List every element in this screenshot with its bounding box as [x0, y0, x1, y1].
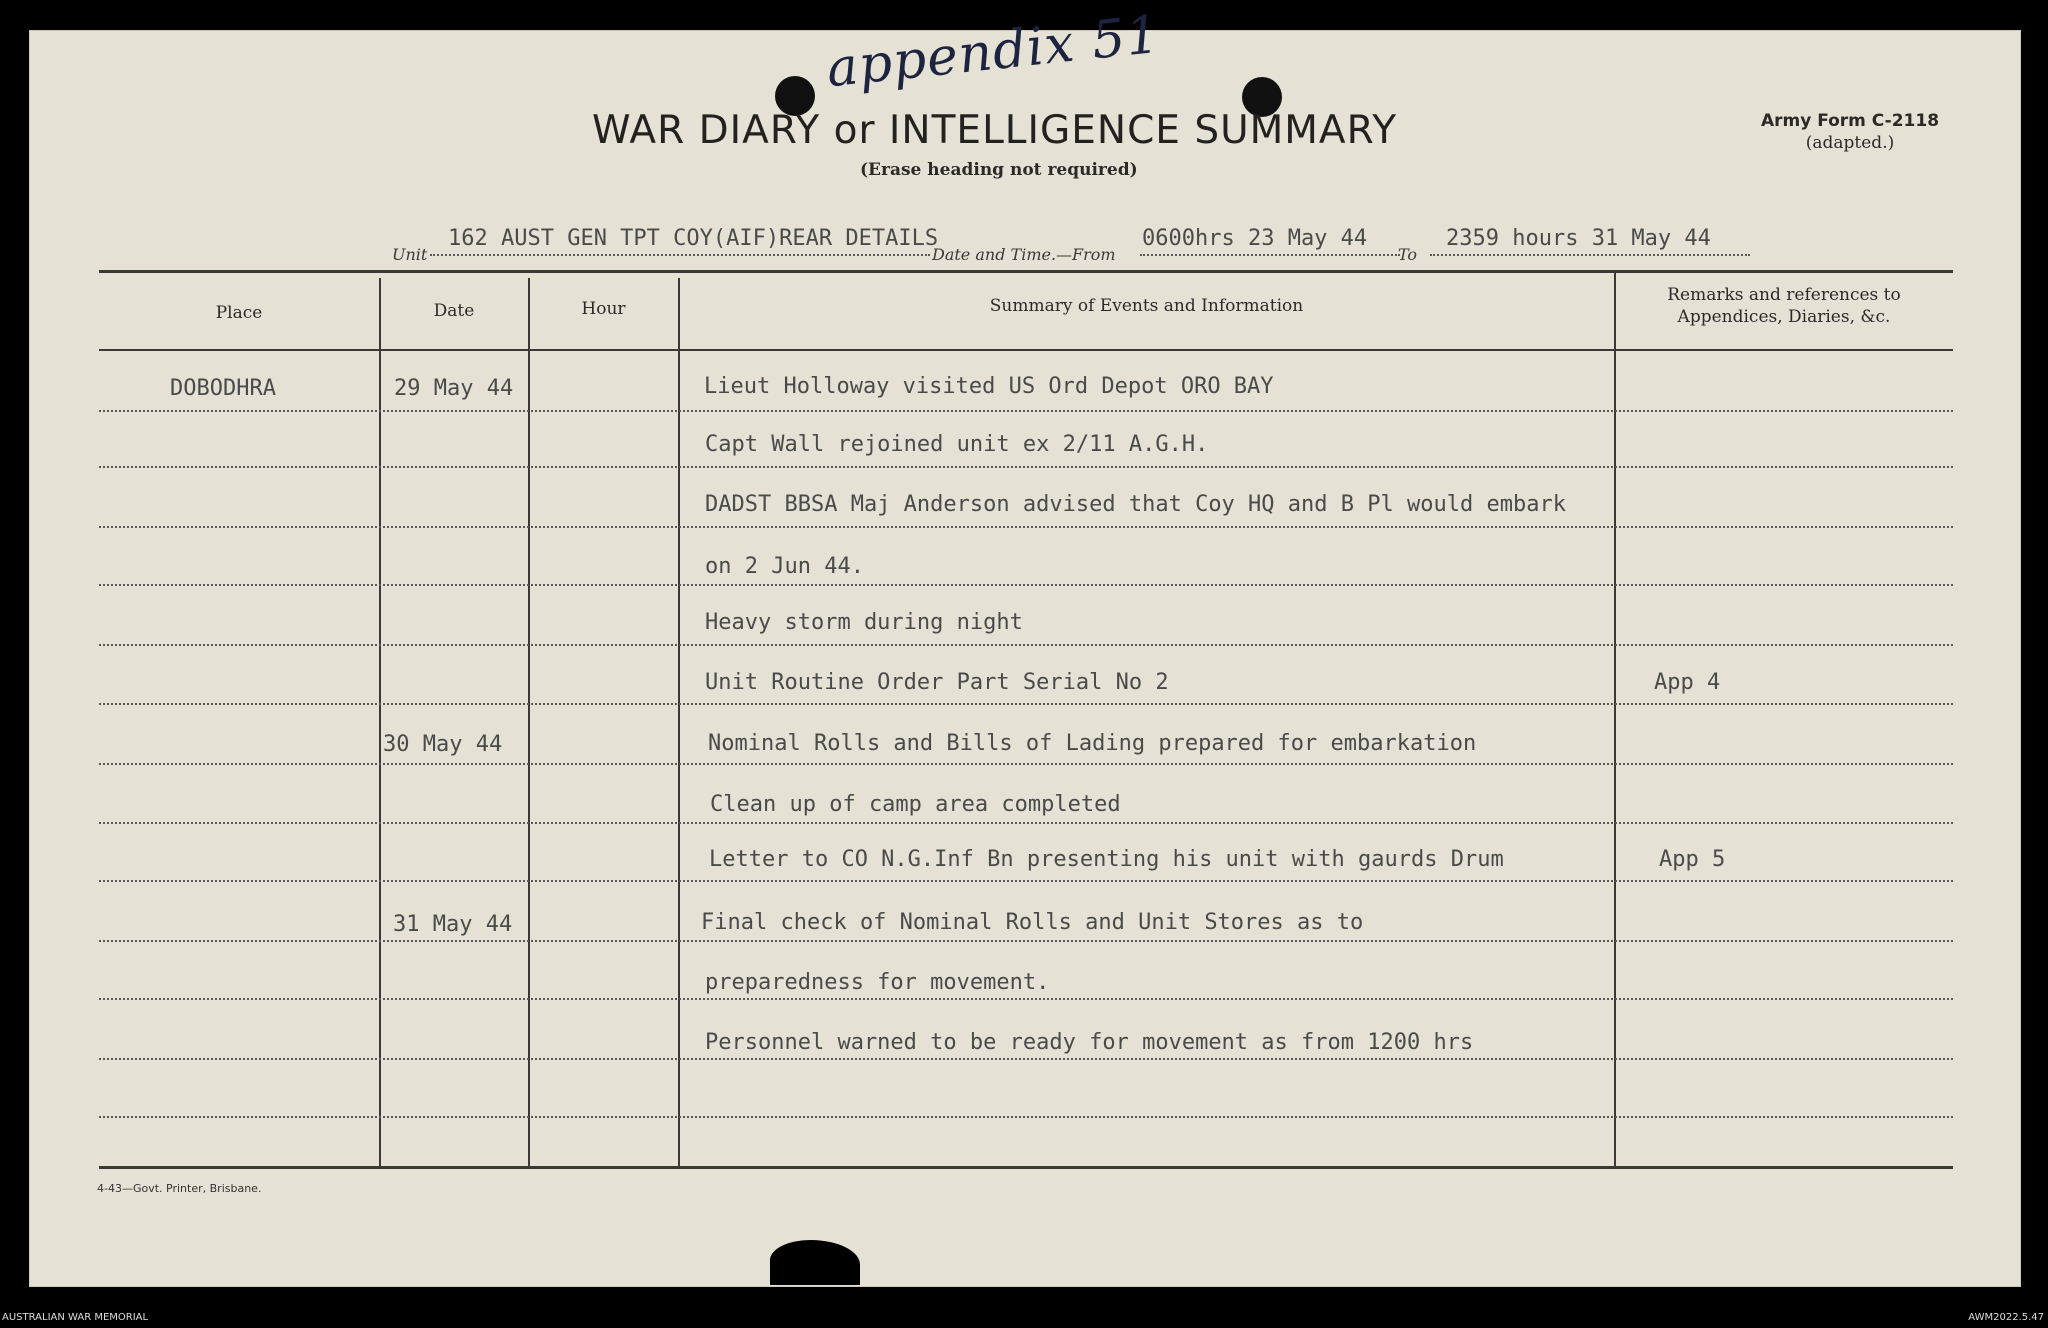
row-rule [99, 998, 1953, 1000]
printer-footer: 4-43—Govt. Printer, Brisbane. [97, 1182, 262, 1195]
row-summary: DADST BBSA Maj Anderson advised that Coy HQ and B Pl would embark [705, 492, 1566, 517]
row-rule [99, 1116, 1953, 1118]
from-dotline [1140, 254, 1400, 256]
row-rule [99, 880, 1953, 882]
row-rule [99, 410, 1953, 412]
row-rule [99, 940, 1953, 942]
row-summary: Nominal Rolls and Bills of Lading prepared for embarkation [708, 731, 1477, 756]
column-header-summary: Summary of Events and Information [989, 296, 1304, 316]
column-header-place: Place [215, 303, 263, 323]
row-summary: Heavy storm during night [705, 610, 1023, 635]
row-rule [99, 822, 1953, 824]
row-summary: Final check of Nominal Rolls and Unit Stores as to [701, 910, 1364, 935]
column-header-remarks [1615, 284, 1953, 328]
row-remarks: App 4 [1654, 670, 1721, 695]
unit-label: Unit [392, 245, 428, 264]
credit-right: AWM2022.5.47 [1968, 1312, 2044, 1323]
to-dotline [1430, 254, 1750, 256]
column-divider-remarks [1614, 272, 1616, 1166]
from-value: 0600hrs 23 May 44 [1142, 226, 1368, 251]
row-summary: Capt Wall rejoined unit ex 2/11 A.G.H. [705, 432, 1209, 457]
row-summary: Lieut Holloway visited US Ord Depot ORO BAY [704, 374, 1274, 399]
row-summary: Personnel warned to be ready for movement as from 1200 hrs [705, 1030, 1474, 1055]
row-summary: on 2 Jun 44. [705, 554, 864, 579]
row-summary: Letter to CO N.G.Inf Bn presenting his unit with gaurds Drum [709, 847, 1504, 872]
page-title: WAR DIARY or INTELLIGENCE SUMMARY [592, 108, 1398, 153]
row-rule [99, 703, 1953, 705]
row-rule [99, 763, 1953, 765]
credit-left: AUSTRALIAN WAR MEMORIAL [2, 1312, 149, 1323]
diary-sheet [29, 30, 2021, 1287]
unit-dotline [430, 254, 930, 256]
row-place: DOBODHRA [170, 376, 276, 401]
row-summary: Clean up of camp area completed [710, 792, 1121, 817]
form-note: (adapted.) [1805, 133, 1895, 153]
column-header-hour: Hour [581, 299, 626, 319]
form-number: Army Form C-2118 [1760, 111, 1940, 131]
row-rule [99, 466, 1953, 468]
handwritten-note: appendix 51 [823, 4, 1164, 100]
row-rule [99, 526, 1953, 528]
row-summary: Unit Routine Order Part Serial No 2 [705, 670, 1169, 695]
column-header-remarks-line2: Appendices, Diaries, &c. [1677, 307, 1891, 327]
table-top-rule [99, 270, 1953, 273]
unit-value: 162 AUST GEN TPT COY(AIF)REAR DETAILS [448, 226, 939, 251]
row-date: 29 May 44 [394, 376, 514, 401]
row-date: 30 May 44 [383, 732, 503, 757]
to-label: To [1398, 245, 1418, 264]
row-rule [99, 584, 1953, 586]
column-header-date: Date [433, 301, 475, 321]
row-summary: preparedness for movement. [705, 970, 1050, 995]
table-header-rule [99, 349, 1953, 351]
row-rule [99, 1058, 1953, 1060]
date-time-label: Date and Time.—From [932, 245, 1116, 264]
to-value: 2359 hours 31 May 44 [1446, 226, 1711, 251]
row-date: 31 May 44 [393, 912, 513, 937]
column-header-remarks-line1: Remarks and references to [1667, 285, 1901, 305]
row-remarks: App 5 [1659, 847, 1726, 872]
form-number-block [1735, 110, 1965, 154]
table-bottom-rule [99, 1166, 1953, 1169]
row-rule [99, 644, 1953, 646]
page-subtitle: (Erase heading not required) [860, 160, 1138, 180]
